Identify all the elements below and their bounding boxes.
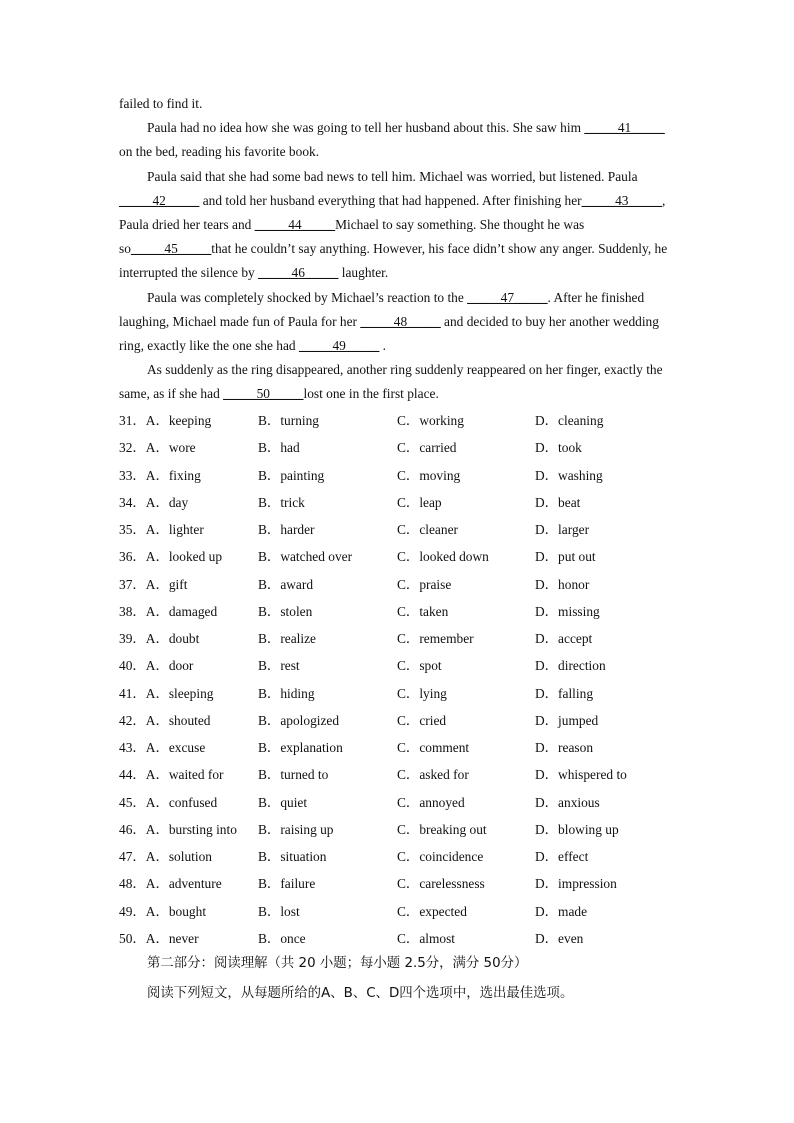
option-b: B．realize [258, 631, 316, 646]
question-number: 49． [119, 903, 146, 919]
passage-paragraph-1 [119, 116, 679, 164]
question-row [119, 761, 699, 788]
question-row [119, 462, 699, 489]
cloze-passage [119, 92, 679, 407]
option-b: B．harder [258, 522, 315, 537]
question-number-and-option-a [119, 434, 196, 461]
option-d: D．whispered to [535, 767, 627, 783]
question-row [119, 598, 699, 625]
option-d: D．larger [535, 522, 590, 537]
option-c: C．taken [397, 603, 449, 619]
option-c: C．spot [397, 658, 442, 674]
option-d: D．accept [535, 631, 593, 646]
question-number: 45． [119, 794, 146, 810]
option-a: A．waited for [145, 767, 224, 783]
option-b: B．raising up [258, 821, 334, 837]
question-row [119, 789, 699, 816]
option-b: B．watched over [258, 549, 353, 565]
option-c: C．leap [397, 494, 442, 510]
question-row [119, 816, 699, 843]
question-number-and-option-a [119, 652, 193, 679]
question-number: 35． [119, 522, 146, 537]
passage-text: . After he finished laughing, Michael made fun of Paula for her [119, 289, 645, 329]
option-d: D．cleaning [535, 413, 604, 428]
question-number: 43． [119, 740, 146, 755]
option-d: D．falling [535, 685, 594, 701]
option-d: D．effect [535, 849, 589, 864]
option-c: C．asked for [397, 767, 469, 783]
question-number-and-option-a [119, 571, 187, 598]
question-number-and-option-a [119, 625, 199, 652]
option-d: D．even [535, 930, 584, 946]
option-a: A．lighter [145, 522, 204, 537]
option-b: B．quiet [258, 794, 308, 810]
option-d: D．jumped [535, 712, 599, 728]
question-number: 44． [119, 767, 146, 783]
option-d: D．honor [535, 576, 590, 592]
passage-text: Paula said that she had some bad news to tell him. Michael was worried, but listened. Paula [147, 168, 638, 184]
option-a: A．sleeping [145, 685, 214, 701]
option-b: B．trick [258, 494, 305, 510]
question-number: 42． [119, 712, 146, 728]
section-title: 第二部分：阅读理解（共 20 小题；每小题 2.5分，满分 50分） [147, 956, 528, 971]
blank-47: _____47_____ [467, 289, 548, 305]
option-a: A．door [145, 658, 194, 674]
option-b: B．painting [258, 467, 325, 483]
blank-46: _____46_____ [258, 265, 339, 281]
option-b: B．hiding [258, 685, 315, 701]
option-b: B．turned to [258, 767, 329, 783]
question-number: 31． [119, 413, 146, 428]
option-a: A．never [145, 930, 199, 946]
option-c: C．carried [397, 440, 457, 456]
option-c: C．remember [397, 631, 474, 646]
option-a: A．bought [145, 903, 207, 919]
question-number-and-option-a [119, 898, 206, 925]
option-a: A．keeping [145, 413, 212, 428]
option-d: D．washing [535, 467, 603, 483]
passage-text: lost one in the first place. [303, 386, 439, 402]
option-a: A．fixing [145, 467, 201, 483]
passage-paragraph-3 [119, 286, 679, 359]
question-number: 46． [119, 821, 146, 837]
passage-paragraph-0 [119, 92, 679, 116]
question-row [119, 680, 699, 707]
question-number: 47． [119, 849, 146, 864]
question-number: 32． [119, 440, 146, 456]
question-number: 36． [119, 549, 146, 565]
option-a: A．shouted [145, 712, 211, 728]
passage-text: laughter. [338, 265, 389, 281]
option-b: B．rest [258, 658, 300, 674]
question-row [119, 734, 699, 761]
option-c: C．working [397, 413, 464, 428]
option-a: A．confused [145, 794, 218, 810]
question-row [119, 516, 699, 543]
option-a: A．day [145, 494, 189, 510]
passage-text: on the bed, reading his favorite book. [119, 144, 320, 160]
option-b: B．had [258, 440, 300, 456]
passage-text: Michael to say something. She thought he was so [119, 217, 585, 257]
question-number-and-option-a [119, 516, 204, 543]
question-number-and-option-a [119, 543, 222, 570]
question-row [119, 925, 699, 952]
option-d: D．anxious [535, 794, 600, 810]
option-b: B．stolen [258, 603, 313, 619]
passage-text: , Paula dried her tears and [119, 192, 666, 233]
section-instruction: 阅读下列短文，从每题所给的A、B、C、D四个选项中，选出最佳选项。 [147, 986, 574, 1001]
option-a: A．adventure [145, 876, 222, 892]
option-c: C．comment [397, 740, 470, 755]
passage-text: that he couldn’t say anything. However, his face didn’t show any anger. Suddenly, he interrupted the silence by [119, 241, 668, 281]
option-a: A．gift [145, 576, 188, 592]
blank-44: _____44_____ [254, 217, 336, 233]
question-number-and-option-a [119, 707, 211, 734]
option-c: C．praise [397, 576, 452, 592]
question-number-and-option-a [119, 734, 205, 761]
question-row [119, 652, 699, 679]
blank-50: _____50_____ [223, 386, 304, 402]
option-d: D．took [535, 440, 582, 456]
passage-text: failed to find it. [119, 96, 203, 111]
option-a: A．solution [145, 849, 212, 864]
question-number: 38． [119, 603, 146, 619]
option-c: C．cleaner [397, 522, 458, 537]
passage-text: and told her husband everything that had happened. After finishing her [199, 192, 582, 208]
question-number: 40． [119, 658, 146, 674]
blank-43: _____43_____ [581, 192, 662, 208]
question-number: 41． [119, 685, 146, 701]
option-c: C．coincidence [397, 849, 484, 864]
question-number-and-option-a [119, 598, 217, 625]
question-row [119, 489, 699, 516]
blank-49: _____49_____ [298, 338, 380, 354]
question-list [119, 407, 699, 952]
option-c: C．expected [397, 903, 467, 919]
option-a: A．bursting into [145, 821, 237, 837]
question-number-and-option-a [119, 680, 213, 707]
question-number-and-option-a [119, 407, 211, 434]
question-number-and-option-a [119, 761, 224, 788]
passage-text: . [379, 338, 387, 354]
question-number: 33． [119, 467, 146, 483]
passage-text: and decided to buy her another wedding ring, exactly like the one she had [119, 313, 659, 354]
question-number-and-option-a [119, 816, 237, 843]
option-c: C．moving [397, 467, 461, 483]
passage-text: Paula was completely shocked by Michael’s reaction to the [147, 289, 468, 305]
option-b: B．award [258, 576, 314, 592]
passage-paragraph-2 [119, 165, 679, 286]
option-c: C．looked down [397, 549, 489, 565]
question-row [119, 707, 699, 734]
option-b: B．lost [258, 903, 300, 919]
option-a: A．excuse [145, 740, 206, 755]
option-d: D．made [535, 903, 588, 919]
blank-42: _____42_____ [119, 192, 200, 208]
option-a: A．looked up [145, 549, 223, 565]
question-row [119, 407, 699, 434]
blank-41: _____41_____ [584, 120, 665, 136]
question-row [119, 625, 699, 652]
question-row [119, 571, 699, 598]
option-d: D．impression [535, 876, 617, 892]
option-d: D．beat [535, 494, 581, 510]
question-number-and-option-a [119, 789, 217, 816]
question-number-and-option-a [119, 870, 222, 897]
option-a: A．damaged [145, 603, 218, 619]
question-number: 39． [119, 631, 146, 646]
question-row [119, 870, 699, 897]
passage-paragraph-4 [119, 358, 679, 406]
question-number: 34． [119, 494, 146, 510]
question-number: 48． [119, 876, 146, 892]
option-c: C．carelessness [397, 876, 485, 892]
passage-text: As suddenly as the ring disappeared, another ring suddenly reappeared on her finger, exactly the same, as if she had [119, 362, 663, 402]
option-d: D．missing [535, 603, 600, 619]
question-row [119, 898, 699, 925]
question-number: 50． [119, 930, 146, 946]
option-a: A．wore [145, 440, 196, 456]
question-number-and-option-a [119, 462, 201, 489]
option-d: D．direction [535, 658, 606, 674]
option-c: C．almost [397, 930, 456, 946]
question-row [119, 843, 699, 870]
option-b: B．apologized [258, 712, 340, 728]
option-b: B．situation [258, 849, 327, 864]
option-d: D．blowing up [535, 821, 619, 837]
question-number-and-option-a [119, 489, 188, 516]
option-d: D．reason [535, 740, 594, 755]
option-b: B．explanation [258, 740, 343, 755]
blank-45: _____45_____ [130, 241, 212, 257]
passage-text: Paula had no idea how she was going to tell her husband about this. She saw him [147, 120, 582, 136]
question-row [119, 434, 699, 461]
blank-48: _____48_____ [360, 313, 441, 329]
option-b: B．failure [258, 876, 316, 892]
question-row [119, 543, 699, 570]
question-number-and-option-a [119, 925, 199, 952]
option-c: C．lying [397, 685, 447, 701]
option-b: B．once [258, 930, 306, 946]
option-a: A．doubt [145, 631, 200, 646]
option-c: C．annoyed [397, 794, 465, 810]
option-c: C．cried [397, 712, 447, 728]
question-number: 37． [119, 576, 146, 592]
option-c: C．breaking out [397, 821, 487, 837]
option-b: B．turning [258, 413, 320, 428]
option-d: D．put out [535, 549, 596, 565]
question-number-and-option-a [119, 843, 212, 870]
